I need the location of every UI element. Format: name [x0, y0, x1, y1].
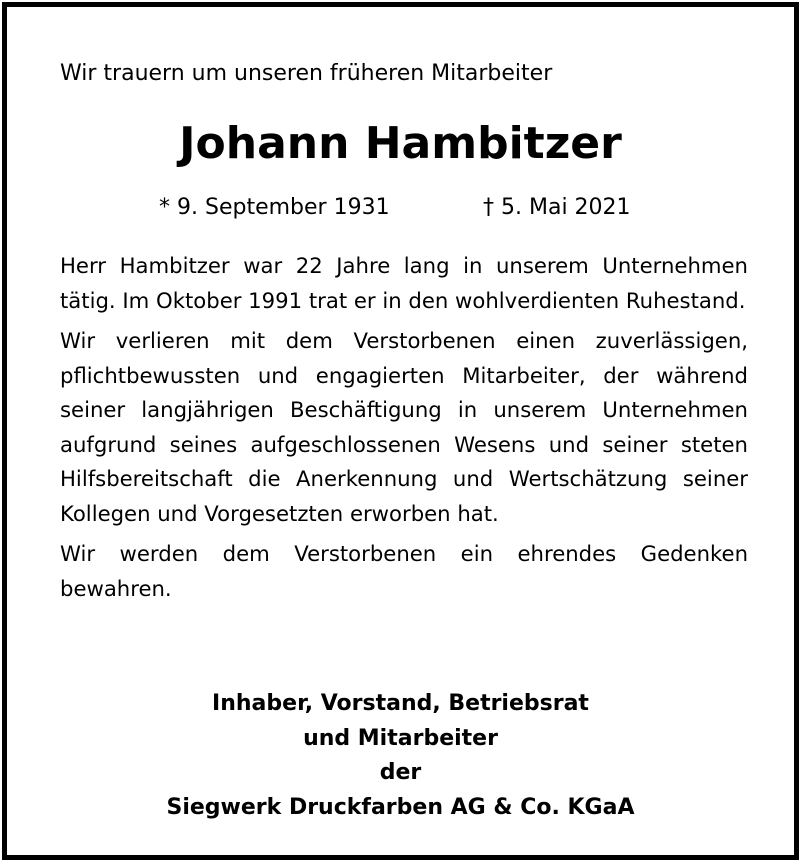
signature-line: der: [379, 760, 422, 785]
signature-line: Inhaber, Vorstand, Betriebsrat: [212, 691, 589, 716]
obituary-notice: [2, 2, 799, 860]
paragraph-tribute: Wir verlieren mit dem Verstorbenen einen zuverlässigen, pflichtbewussten und engagierten Mitarbeiter, der während seiner langjährigen Beschäftigung in unserem Unternehmen aufgrund seines aufgeschlossenen Wesens und seiner steten Hilfsbereitschaft die Anerkennung und Wertschätzung seiner Kollegen und Vorgesetzten erworben hat.: [60, 328, 748, 526]
notice-body: [60, 249, 748, 606]
paragraph-career: Herr Hambitzer war 22 Jahre lang in unserem Unternehmen tätig. Im Oktober 1991 trat er in den wohlverdienten Ruhestand.: [60, 253, 748, 313]
intro-line: Wir trauern um unseren früheren Mitarbeiter: [60, 61, 553, 86]
deceased-name: Johann Hambitzer: [179, 118, 622, 169]
birth-date: * 9. September 1931: [159, 195, 390, 220]
company-name: Siegwerk Druckfarben AG & Co. KGaA: [166, 794, 635, 820]
death-date: † 5. Mai 2021: [483, 195, 631, 220]
paragraph-remembrance: Wir werden dem Verstorbenen ein ehrendes Gedenken bewahren.: [60, 541, 748, 601]
signature-block: [7, 687, 794, 825]
signature-line: und Mitarbeiter: [303, 725, 498, 751]
